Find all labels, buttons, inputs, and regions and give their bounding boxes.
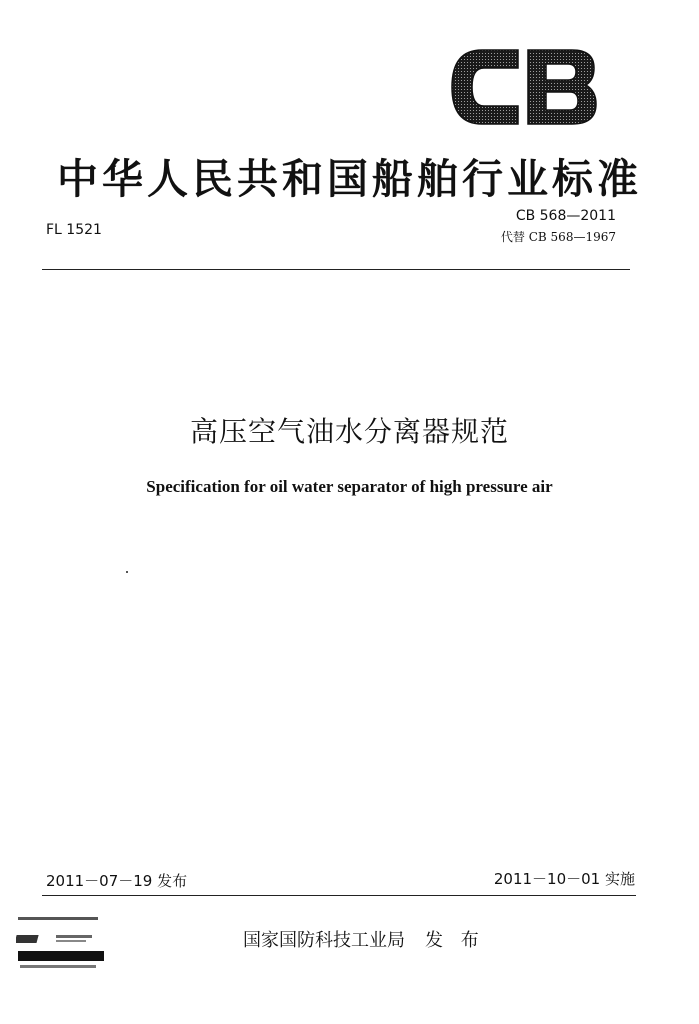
publisher-name: 国家国防科技工业局 [243,930,405,951]
publisher [243,926,485,952]
standard-title: 中华人民共和国船舶行业标准 [57,155,642,203]
logo-letter-b [528,50,596,124]
publisher-action: 发 布 [425,930,485,951]
logo-letter-c [452,50,518,124]
document-title-chinese: 高压空气油水分离器规范 [189,415,509,448]
issue-date: 2011－07－19 发布 [46,872,188,890]
standard-number: CB 568—2011 [515,208,616,224]
implementation-date: 2011－10－01 实施 [493,870,635,888]
replaces-standard: 代替 CB 568—1967 [500,230,616,244]
classification-code: FL 1521 [46,222,102,238]
scan-speck [126,571,128,573]
document-title-english: Specification for oil water separator of high pressure air [146,477,553,496]
publisher-imprint-mark [16,915,106,971]
header-divider [42,269,630,270]
cb-logo [448,46,600,128]
footer-divider [42,895,636,896]
